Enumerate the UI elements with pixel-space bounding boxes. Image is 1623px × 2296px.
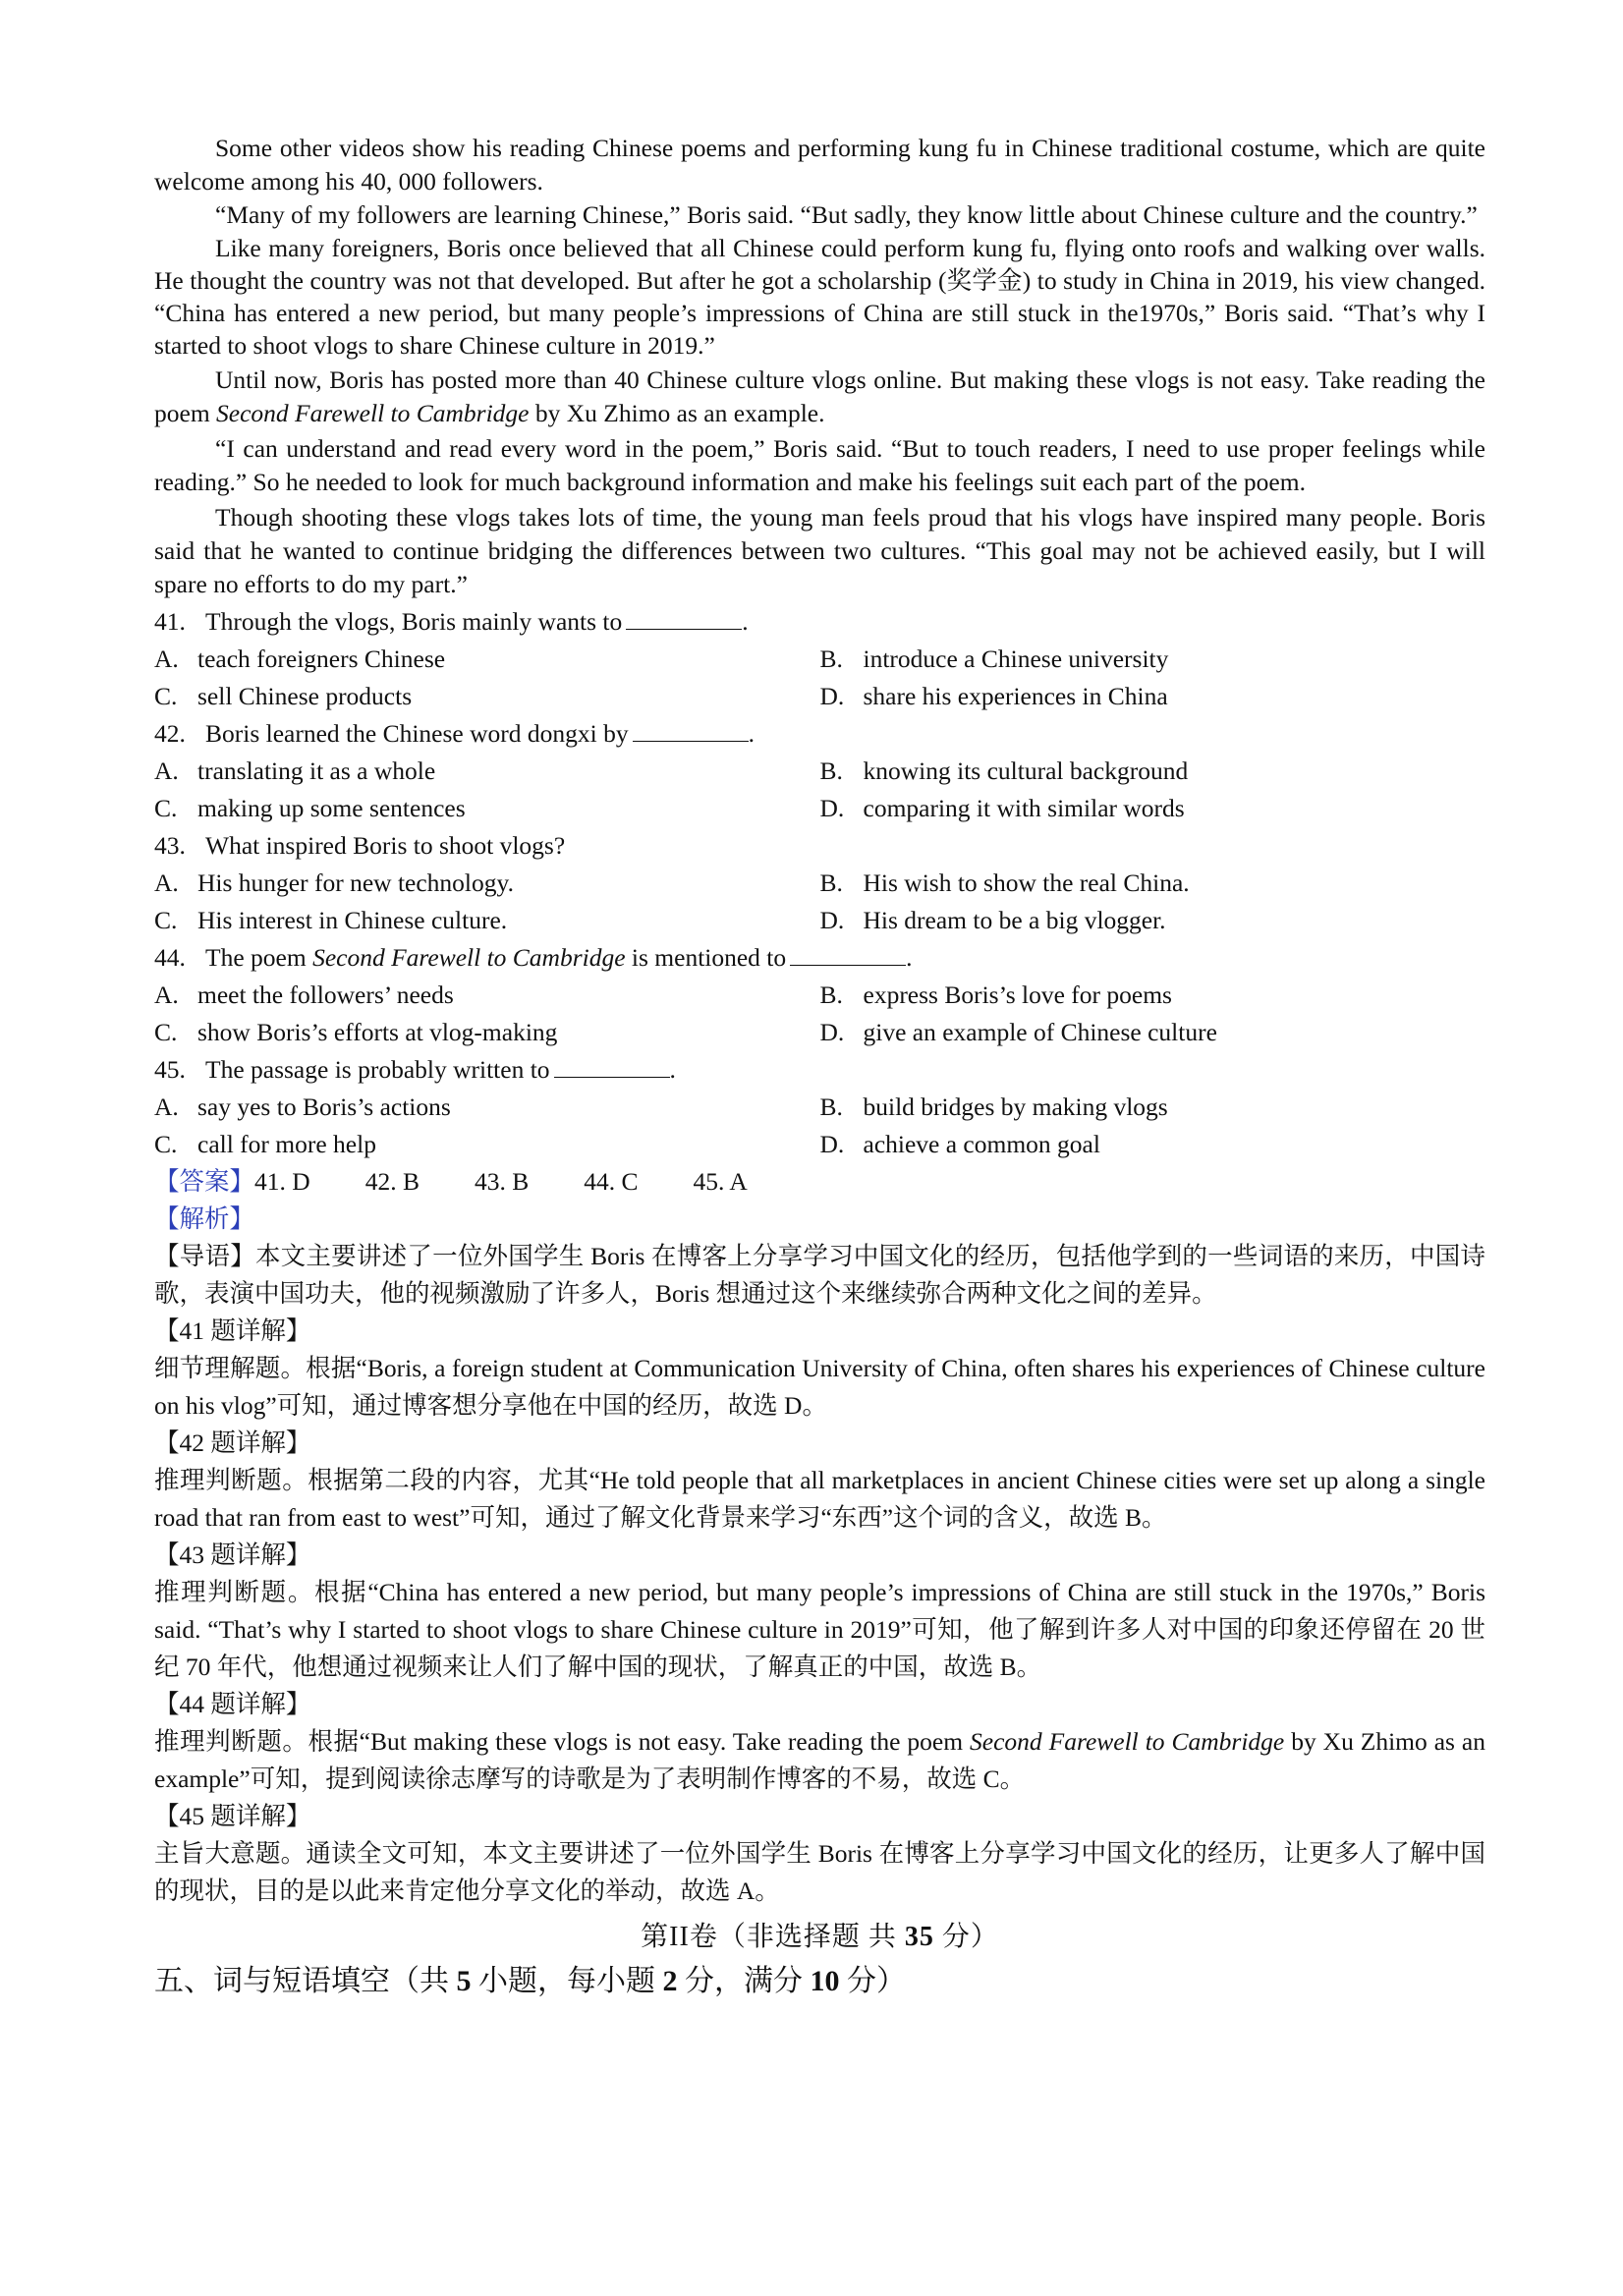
poem-title: Second Farewell to Cambridge xyxy=(216,399,530,427)
question-45: 45. The passage is probably written to . A. say yes to Boris’s actions B. build bridges by making vlogs C. call for more help D. achieve a common goal xyxy=(154,1051,1485,1163)
passage-paragraph: “Many of my followers are learning Chinese,” Boris said. “But sadly, they know little about Chinese culture and the country.” xyxy=(215,200,1478,229)
question-44: 44. The poem Second Farewell to Cambridge is mentioned to . A. meet the followers’ needs B. express Boris’s love for poems C. show Boris’s efforts at vlog-making D. give an example of Chinese culture xyxy=(154,939,1485,1051)
question-43 xyxy=(154,827,1485,939)
question-stem: The poem Second Farewell to Cambridge is mentioned to xyxy=(205,943,787,972)
detail-text: 推理判断题。根据“China has entered a new period, but many people’s impressions of China are still stuck in the 1970s,” Boris said. “That’s why I started to shoot vlogs to share Chinese culture in 2019”可知，他了解到许多人对中国的印象还停留在 20 世纪 70 年代，他想通过视频来让人们了解中国的现状，了解真正的中国，故选 B。 xyxy=(154,1578,1485,1681)
question-stem: The passage is probably written to xyxy=(205,1055,550,1084)
option-c: C. sell Chinese products xyxy=(154,682,413,710)
option-a: A. His hunger for new technology. xyxy=(154,868,514,897)
option-b: B. build bridges by making vlogs xyxy=(819,1092,1168,1121)
option-d: D. comparing it with similar words xyxy=(819,794,1185,822)
detail-heading: 【43 题详解】 xyxy=(154,1540,311,1569)
detail-text: 主旨大意题。通读全文可知，本文主要讲述了一位外国学生 Boris 在博客上分享学习中国文化的经历，让更多人了解中国的现状，目的是以此来肯定他分享文化的举动，故选 A。 xyxy=(154,1839,1485,1905)
answer-blank xyxy=(790,943,906,966)
answer-item: 42. B xyxy=(364,1167,420,1196)
option-d: D. give an example of Chinese culture xyxy=(819,1018,1217,1046)
detail-heading: 【42 题详解】 xyxy=(154,1428,311,1457)
option-a: A. teach foreigners Chinese xyxy=(154,644,446,673)
passage-paragraph: Until now, Boris has posted more than 40 Chinese culture vlogs online. But making these vlogs is not easy. Take reading the poem Second Farewell to Cambridge by Xu Zhimo as an example. xyxy=(154,365,1485,427)
volume-title: 第II卷（非选择题 共 35 分） xyxy=(641,1922,999,1952)
analysis-label: 【解析】 xyxy=(154,1204,255,1233)
option-a: A. say yes to Boris’s actions xyxy=(154,1092,451,1121)
passage-paragraph: Like many foreigners, Boris once believed that all Chinese could perform kung fu, flying onto roofs and walking over walls. He thought the country was not that developed. But after he got a scholarship (奖学金) to study in China in 2019, his view changed. “China has entered a new period, but many people’s impressions of China are still stuck in the1970s,” Boris said. “That’s why I started to shoot vlogs to share Chinese culture in 2019.” xyxy=(154,234,1485,360)
option-c: C. show Boris’s efforts at vlog-making xyxy=(154,1018,558,1046)
option-a: A. meet the followers’ needs xyxy=(154,980,454,1009)
passage-paragraph: Some other videos show his reading Chinese poems and performing kung fu in Chinese traditional costume, which are quite welcome among his 40, 000 followers. xyxy=(154,134,1485,196)
question-number: 45. xyxy=(154,1055,186,1084)
option-d: D. His dream to be a big vlogger. xyxy=(819,906,1166,934)
exam-page xyxy=(154,132,1485,2004)
option-d: D. achieve a common goal xyxy=(819,1130,1100,1158)
option-c: C. call for more help xyxy=(154,1130,376,1158)
answer-blank xyxy=(554,1055,670,1078)
option-b: B. His wish to show the real China. xyxy=(819,868,1190,897)
analysis-intro: 【导语】本文主要讲述了一位外国学生 Boris 在博客上分享学习中国文化的经历，包括他学到的一些词语的来历，中国诗歌，表演中国功夫，他的视频激励了许多人，Boris 想通过这个来继续弥合两种文化之间的差异。 xyxy=(154,1242,1485,1308)
question-42: 42. Boris learned the Chinese word dongxi by . A. translating it as a whole B. knowing its cultural background C. making up some sentences D. comparing it with similar words xyxy=(154,715,1485,827)
question-number: 42. xyxy=(154,719,186,748)
detail-heading: 【45 题详解】 xyxy=(154,1802,311,1830)
answer-item: 43. B xyxy=(474,1167,530,1196)
section-title: 五、词与短语填空（共 5 小题，每小题 2 分，满分 10 分） xyxy=(154,1965,906,1997)
detail-heading: 【44 题详解】 xyxy=(154,1690,311,1718)
detail-text: 推理判断题。根据第二段的内容，尤其“He told people that all marketplaces in ancient Chinese cities were set up along a single road that ran from east to west”可知，通过了解文化背景来学习“东西”这个词的含义，故选 B。 xyxy=(154,1466,1485,1532)
option-c: C. His interest in Chinese culture. xyxy=(154,906,508,934)
question-stem: Boris learned the Chinese word dongxi by xyxy=(205,719,629,748)
answer-blank xyxy=(626,607,742,630)
question-stem: Through the vlogs, Boris mainly wants to xyxy=(205,607,623,636)
option-c: C. making up some sentences xyxy=(154,794,466,822)
answer-item: 44. C xyxy=(584,1167,639,1196)
questions xyxy=(154,603,1485,1163)
question-number: 41. xyxy=(154,607,186,636)
option-b: B. introduce a Chinese university xyxy=(819,644,1169,673)
option-b: B. express Boris’s love for poems xyxy=(819,980,1172,1009)
answer-item: 45. A xyxy=(693,1167,748,1196)
answer-item: 41. D xyxy=(254,1167,310,1196)
answer-key xyxy=(154,1163,1485,1201)
question-number: 44. xyxy=(154,943,186,972)
option-b: B. knowing its cultural background xyxy=(819,756,1189,785)
detail-heading: 【41 题详解】 xyxy=(154,1316,311,1345)
passage-paragraph: Though shooting these vlogs takes lots of time, the young man feels proud that his vlogs have inspired many people. Boris said that he wanted to continue bridging the differences between two cultures. “This goal may not be achieved easily, but I will spare no efforts to do my part.” xyxy=(154,503,1485,598)
answer-blank xyxy=(633,719,749,742)
answer-label: 【答案】 xyxy=(154,1167,255,1196)
passage-paragraph: “I can understand and read every word in the poem,” Boris said. “But to touch readers, I need to use proper feelings while reading.” So he needed to look for much background information and make his feelings suit each part of the poem. xyxy=(154,434,1485,496)
question-41: 41. Through the vlogs, Boris mainly wants to . A. teach foreigners Chinese B. introduce a Chinese university C. sell Chinese products D. share his experiences in China xyxy=(154,603,1485,715)
option-a: A. translating it as a whole xyxy=(154,756,436,785)
detail-text: 推理判断题。根据“But making these vlogs is not easy. Take reading the poem Second Farewell to Cambridge by Xu Zhimo as an example”可知，提到阅读徐志摩写的诗歌是为了表明制作博客的不易，故选 C。 xyxy=(154,1727,1485,1793)
option-d: D. share his experiences in China xyxy=(819,682,1168,710)
detail-text: 细节理解题。根据“Boris, a foreign student at Communication University of China, often shares his experiences of Chinese culture on his vlog”可知，通过博客想分享他在中国的经历，故选 D。 xyxy=(154,1354,1485,1420)
question-number: 43. xyxy=(154,831,186,860)
question-stem: What inspired Boris to shoot vlogs? xyxy=(205,831,566,860)
